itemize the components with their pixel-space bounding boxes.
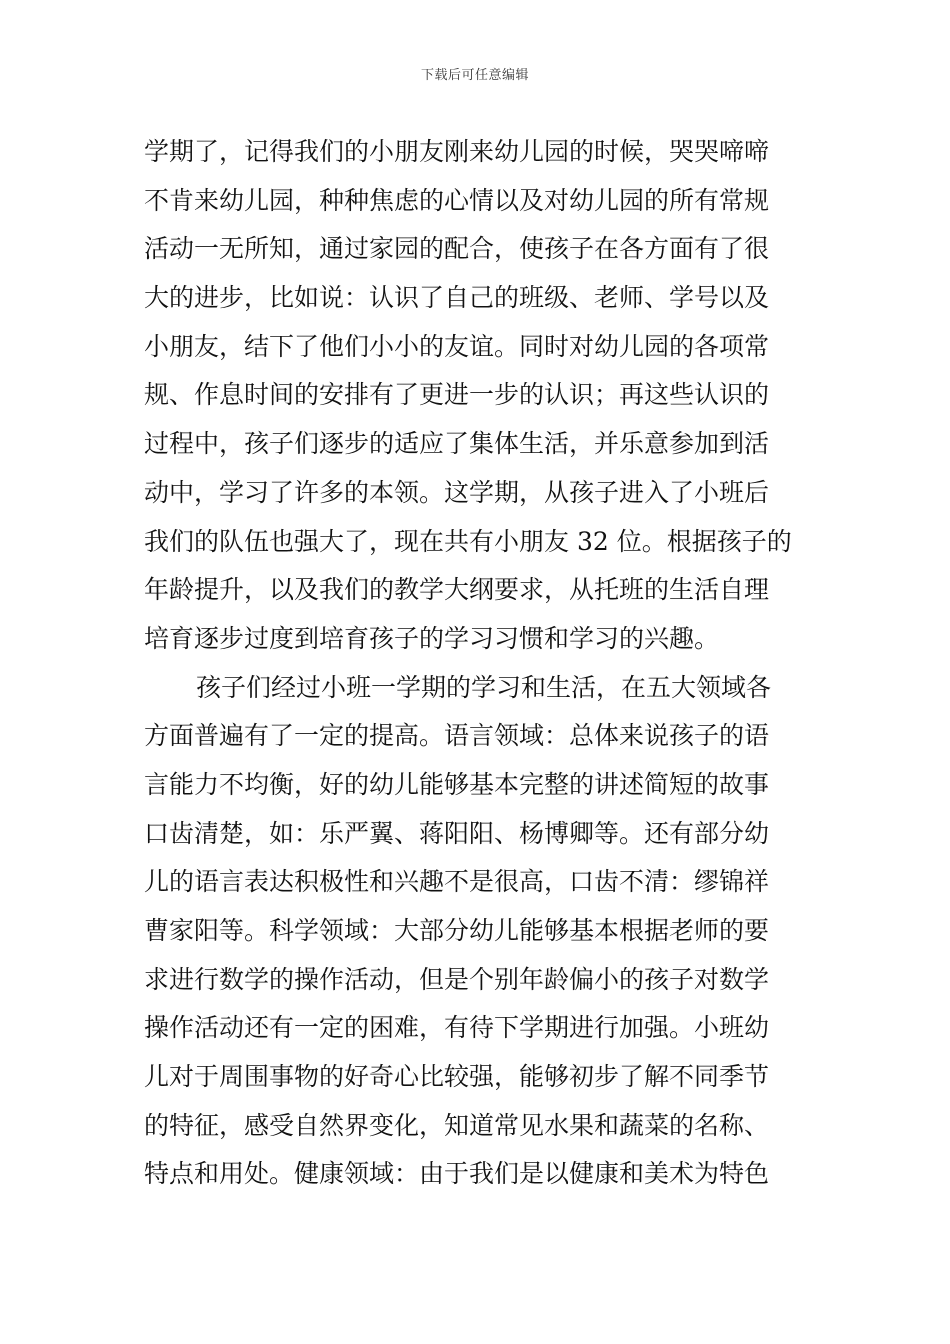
text-line: 小朋友，结下了他们小小的友谊。同时对幼儿园的各项常 [144, 331, 770, 361]
text-line: 特点和用处。健康领域：由于我们是以健康和美术为特色 [144, 1159, 770, 1189]
text-line: 孩子们经过小班一学期的学习和生活，在五大领域各 [196, 672, 772, 702]
text-line: 年龄提升，以及我们的教学大纲要求，从托班的生活自理 [144, 575, 770, 605]
document-body [144, 128, 808, 1199]
text-line: 的特征，感受自然界变化，知道常见水果和蔬菜的名称、 [144, 1110, 770, 1140]
text-line: 儿对于周围事物的好奇心比较强，能够初步了解不同季节 [144, 1062, 770, 1092]
text-line: 动中，学习了许多的本领。这学期，从孩子进入了小班后 [144, 477, 770, 507]
text-line: 口齿清楚，如：乐严翼、蒋阳阳、杨博卿等。还有部分幼 [144, 818, 770, 848]
text-line: 活动一无所知，通过家园的配合，使孩子在各方面有了很 [144, 234, 770, 264]
paragraph-2 [144, 664, 808, 1200]
text-line: 学期了，记得我们的小朋友刚来幼儿园的时候，哭哭啼啼 [144, 137, 770, 166]
text-line: 不肯来幼儿园，种种焦虑的心情以及对幼儿园的所有常规 [144, 185, 770, 215]
text-line: 儿的语言表达积极性和兴趣不是很高，口齿不清：缪锦祥 [144, 867, 770, 897]
text-line: 操作活动还有一定的困难，有待下学期进行加强。小班幼 [144, 1013, 770, 1043]
text-line: 我们的队伍也强大了，现在共有小朋友 32 位。根据孩子的 [144, 526, 792, 556]
text-line: 培育逐步过度到培育孩子的学习习惯和学习的兴趣。 [144, 623, 720, 653]
text-line: 大的进步，比如说：认识了自己的班级、老师、学号以及 [144, 283, 770, 313]
paragraph-1 [144, 128, 808, 664]
text-line: 求进行数学的操作活动，但是个别年龄偏小的孩子对数学 [144, 964, 770, 994]
page-header: 下载后可任意编辑 [420, 68, 529, 83]
text-line: 方面普遍有了一定的提高。语言领域：总体来说孩子的语 [144, 721, 770, 751]
text-line: 过程中，孩子们逐步的适应了集体生活，并乐意参加到活 [144, 429, 770, 459]
text-line: 言能力不均衡，好的幼儿能够基本完整的讲述简短的故事 [144, 769, 770, 799]
text-line: 曹家阳等。科学领域：大部分幼儿能够基本根据老师的要 [144, 916, 770, 945]
text-line: 规、作息时间的安排有了更进一步的认识；再这些认识的 [144, 380, 770, 410]
